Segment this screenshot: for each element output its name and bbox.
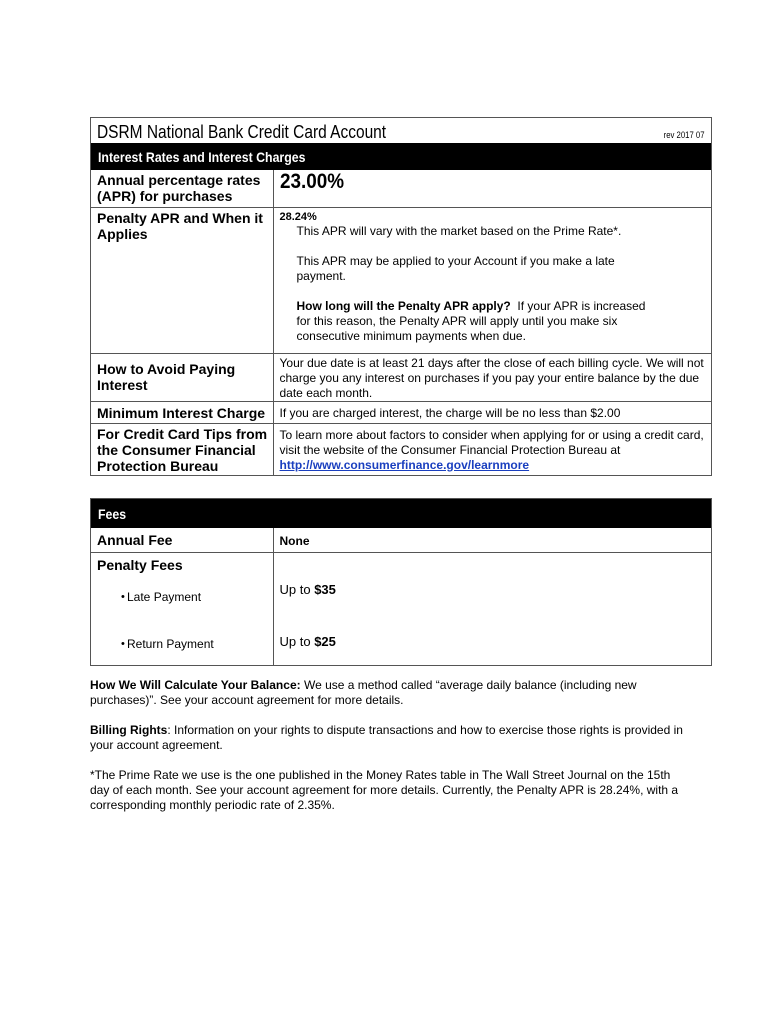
apr-label: Annual percentage rates (APR) for purchases	[91, 170, 273, 207]
document-header	[91, 118, 711, 143]
avoid-interest-label: How to Avoid Paying Interest	[91, 353, 273, 401]
apr-row	[91, 170, 711, 207]
avoid-interest-text: Your due date is at least 21 days after the close of each billing cycle. We will not charge you any interest on purchases if you pay your entire balance by the due date each month.	[273, 353, 711, 401]
penalty-row	[91, 207, 711, 353]
fees-table	[90, 498, 712, 666]
tips-label: For Credit Card Tips from the Consumer Financial Protection Bureau	[91, 423, 273, 475]
billing-rights-note: Billing Rights: Information on your rights to dispute transactions and how to exercise those rights is provided in your account agreement.	[90, 723, 683, 752]
bullet-icon: •	[121, 590, 125, 603]
penalty-howlong-question: How long will the Penalty APR apply?	[296, 298, 511, 313]
document-title: DSRM National Bank Credit Card Account	[97, 122, 387, 142]
tips-row	[91, 423, 711, 475]
return-payment-item	[97, 636, 273, 652]
avoid-interest-row	[91, 353, 711, 401]
return-payment-label: Return Payment	[127, 636, 214, 651]
penalty-fees-label: Penalty Fees	[97, 556, 183, 573]
bullet-icon: •	[121, 637, 125, 650]
penalty-fees-row	[91, 552, 711, 665]
interest-section-header: Interest Rates and Interest Charges	[91, 143, 711, 170]
penalty-howlong	[280, 299, 647, 344]
revision-label: rev 2017 07	[664, 130, 705, 140]
penalty-applied-text: This APR may be applied to your Account if you make a late payment.	[296, 253, 615, 283]
apr-value: 23.00%	[279, 170, 344, 193]
tips-text: To learn more about factors to consider when applying for or using a credit card, visit the website of the Consumer Financial Protection Bureau at	[279, 427, 704, 457]
min-charge-text: If you are charged interest, the charge will be no less than $2.00	[273, 401, 711, 423]
fees-section-header: Fees	[91, 499, 711, 528]
late-payment-fee: Up to $35	[279, 581, 336, 597]
cfpb-link[interactable]: http://www.consumerfinance.gov/learnmore	[279, 457, 530, 472]
penalty-label: Penalty APR and When it Applies	[91, 207, 273, 353]
annual-fee-value: None	[279, 534, 310, 548]
late-payment-label: Late Payment	[127, 589, 202, 604]
balance-calculation-note: How We Will Calculate Your Balance: We use a method called “average daily balance (including new purchases)”. See your account agreement for more details.	[90, 678, 637, 707]
prime-rate-note: *The Prime Rate we use is the one published in the Money Rates table in The Wall Street Journal on the 15th day of each month. See your account agreement for more details. Currently, the Penalty APR is 28.24%, with a corresponding monthly periodic rate of 2.35%.	[90, 768, 679, 812]
annual-fee-row	[91, 528, 711, 552]
penalty-rate: 28.24%	[279, 210, 317, 223]
min-charge-row	[91, 401, 711, 423]
min-charge-label: Minimum Interest Charge	[91, 401, 273, 423]
penalty-vary-text: This APR will vary with the market based on the Prime Rate*.	[296, 223, 622, 238]
penalty-howlong-answer: If your APR is increased for this reason, the Penalty APR will apply until you make six consecutive minimum payments when due.	[296, 298, 646, 343]
late-payment-item	[97, 589, 273, 605]
annual-fee-label: Annual Fee	[91, 528, 273, 552]
notes-section	[90, 678, 690, 828]
interest-table	[90, 117, 712, 476]
return-payment-fee: Up to $25	[279, 633, 336, 649]
